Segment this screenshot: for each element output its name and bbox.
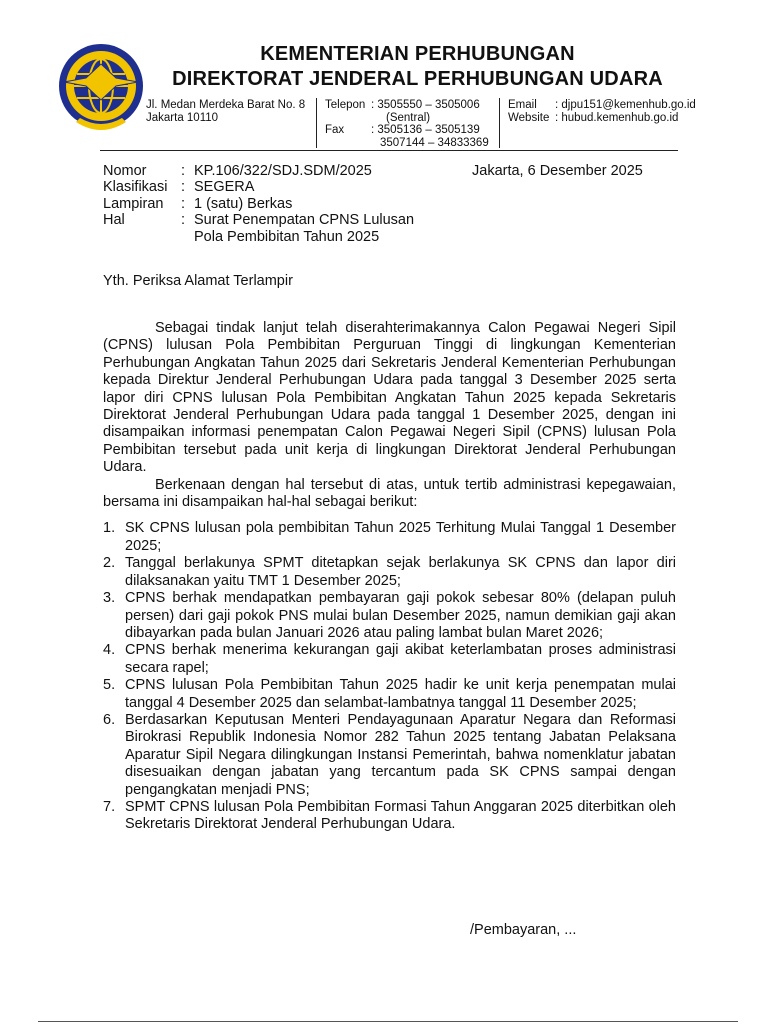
fax-label: Fax [325, 124, 345, 136]
body-paragraph-2: Berkenaan dengan hal tersebut di atas, untuk tertib administrasi kepegawaian, bersama ini disampaikan hal-hal sebagai berikut: [103, 476, 676, 511]
list-item-text: CPNS berhak mendapatkan pembayaran gaji pokok sebesar 80% (delapan puluh persen) dari gaji pokok PNS mulai bulan Desember 2025, namun demikian gaji akan dibayarkan pada bulan Januari 2026 atau paling lambat bulan Maret 2026; [125, 590, 676, 641]
address-line-2: Jakarta 10110 [146, 112, 219, 124]
lampiran-value: 1 (satu) Berkas [194, 196, 293, 212]
list-item [103, 590, 676, 642]
list-item-number: 2. [103, 555, 116, 572]
website-value: : hubud.kemenhub.go.id [555, 112, 679, 124]
list-item [103, 677, 676, 712]
address-line-1: Jl. Medan Merdeka Barat No. 8 [146, 99, 306, 111]
list-item-text: CPNS berhak menerima kekurangan gaji akibat keterlambatan proses administrasi secara rapel; [125, 642, 676, 676]
list-item [103, 555, 676, 590]
list-item [103, 520, 676, 555]
lampiran-colon: : [181, 196, 186, 212]
email-value: : djpu151@kemenhub.go.id [555, 99, 696, 111]
fax-value-2: 3507144 – 34833369 [380, 137, 489, 149]
letter-date: Jakarta, 6 Desember 2025 [472, 163, 643, 179]
hal-label: Hal [103, 212, 125, 228]
instruction-list [103, 520, 676, 833]
body-paragraph-1: Sebagai tindak lanjut telah diserahterimakannya Calon Pegawai Negeri Sipil (CPNS) lulusan Pola Pembibitan Perguruan Tinggi di lingkungan Kementerian Perhubungan Angkatan Tahun 2025 dari Sekretaris Jenderal Kementerian Perhubungan kepada Direktur Jenderal Perhubungan Udara pada tanggal 3 Desember 2025 serta lapor diri CPNS lulusan Pola Pembibitan Angkatan Tahun 2025 kepada Sekretaris Direktorat Jenderal Perhubungan Udara pada tanggal 1 Desember 2025, dengan ini disampaikan informasi penempatan Calon Pegawai Negeri Sipil (CPNS) lulusan Pola Pembibitan tersebut pada unit kerja di lingkungan Direktorat Jenderal Perhubungan Udara. [103, 320, 676, 476]
recipient: Yth. Periksa Alamat Terlampir [103, 273, 293, 289]
email-label: Email [508, 99, 537, 111]
nomor-label: Nomor [103, 163, 147, 179]
hal-value-line-1: Surat Penempatan CPNS Lulusan [194, 212, 415, 228]
list-item-text: Tanggal berlakunya SPMT ditetapkan sejak berlakunya SK CPNS dan lapor diri dilaksanakan yaitu TMT 1 Desember 2025; [125, 555, 676, 589]
ministry-logo-icon [56, 42, 146, 138]
list-item-number: 4. [103, 642, 116, 659]
klasifikasi-value: SEGERA [194, 179, 255, 195]
list-item-text: Berdasarkan Keputusan Menteri Pendayagunaan Aparatur Negara dan Reformasi Birokrasi Republik Indonesia Nomor 282 Tahun 2025 tentang Jabatan Pelaksana Aparatur Sipil Negara dilingkungan Instansi Pemerintah, bahwa nomenklatur jabatan disesuaikan dengan jabatan yang tercantum pada SK CPNS sampai dengan pengangkatan menjadi PNS; [125, 711, 676, 798]
list-item-number: 5. [103, 677, 116, 694]
list-item-text: SK CPNS lulusan pola pembibitan Tahun 2025 Terhitung Mulai Tanggal 1 Desember 2025; [125, 520, 676, 554]
header-rule [100, 150, 678, 151]
list-item [103, 712, 676, 799]
klasifikasi-label: Klasifikasi [103, 179, 168, 195]
list-item-number: 3. [103, 590, 116, 607]
header-divider-1 [316, 98, 317, 148]
website-label: Website [508, 112, 550, 124]
telepon-value: : 3505550 – 3505006 [371, 99, 480, 111]
list-item [103, 799, 676, 834]
hal-value-line-2: Pola Pembibitan Tahun 2025 [194, 229, 380, 245]
telepon-label: Telepon [325, 99, 366, 111]
continuation-note: /Pembayaran, ... [470, 922, 577, 938]
letter-body [103, 320, 676, 834]
lampiran-label: Lampiran [103, 196, 164, 212]
ministry-title: KEMENTERIAN PERHUBUNGAN [260, 43, 575, 65]
page-bottom-rule [38, 1021, 738, 1022]
nomor-colon: : [181, 163, 186, 179]
fax-value-1: : 3505136 – 3505139 [371, 124, 480, 136]
list-item-number: 7. [103, 798, 116, 815]
list-item-text: CPNS lulusan Pola Pembibitan Tahun 2025 hadir ke unit kerja penempatan mulai tanggal 4 Desember 2025 dan selambat-lambatnya tanggal 11 Desember 2025; [125, 677, 676, 711]
telepon-note: (Sentral) [386, 112, 431, 124]
list-item-number: 6. [103, 711, 116, 728]
list-item-text: SPMT CPNS lulusan Pola Pembibitan Formasi Tahun Anggaran 2025 diterbitkan oleh Sekretaris Direktorat Jenderal Perhubungan Udara. [125, 798, 676, 833]
header-divider-2 [499, 98, 500, 148]
nomor-value: KP.106/322/SDJ.SDM/2025 [194, 163, 372, 179]
directorate-title: DIREKTORAT JENDERAL PERHUBUNGAN UDARA [172, 68, 663, 90]
klasifikasi-colon: : [181, 179, 186, 195]
list-item-number: 1. [103, 520, 116, 537]
list-item [103, 642, 676, 677]
hal-colon: : [181, 212, 186, 228]
